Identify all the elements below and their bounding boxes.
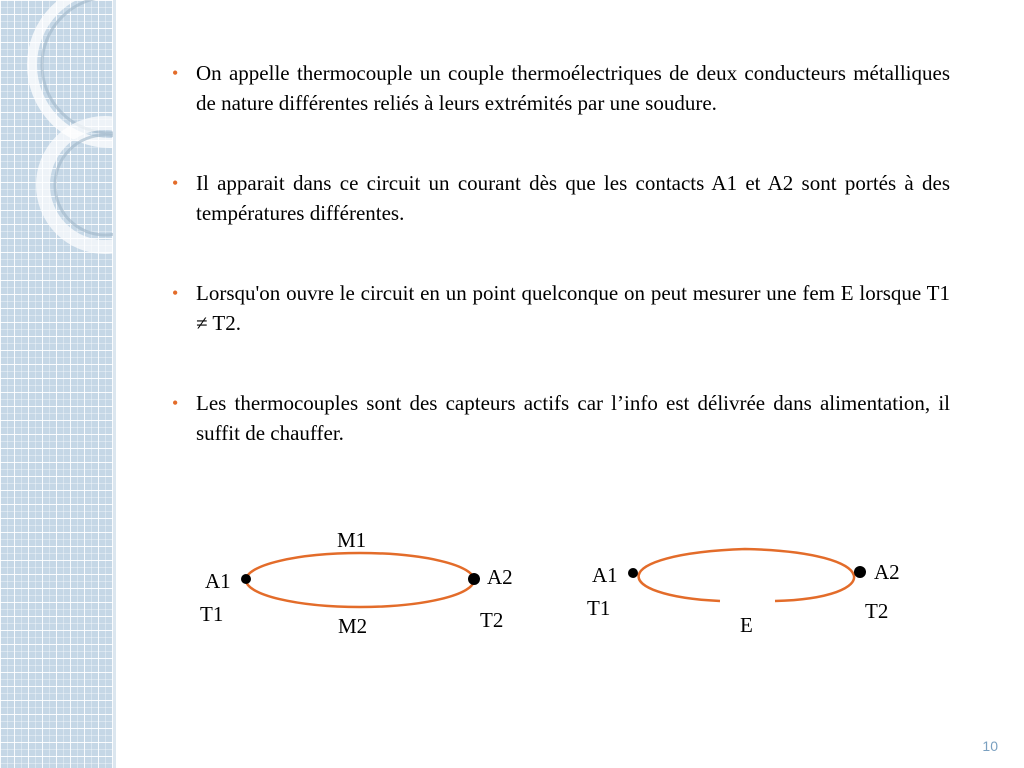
label-open-t2: T2 bbox=[865, 599, 889, 623]
label-open-a1: A1 bbox=[592, 563, 618, 587]
label-t2: T2 bbox=[480, 608, 504, 632]
label-m2: M2 bbox=[338, 614, 368, 638]
closed-contact-a2 bbox=[468, 573, 480, 585]
label-emf: E bbox=[740, 613, 753, 637]
closed-circuit-loop bbox=[246, 553, 474, 607]
bullet-marker: • bbox=[172, 283, 179, 303]
label-a1: A1 bbox=[205, 569, 231, 593]
open-circuit-loop bbox=[639, 549, 854, 601]
label-t1: T1 bbox=[200, 602, 224, 626]
bullet-marker: • bbox=[172, 173, 179, 193]
label-open-t1: T1 bbox=[587, 596, 611, 620]
label-open-a2: A2 bbox=[874, 560, 900, 584]
open-contact-a2 bbox=[854, 566, 866, 578]
label-m1: M1 bbox=[337, 528, 367, 552]
bullet-text: Lorsqu'on ouvre le circuit en un point quelconque on peut mesurer une fem E lorsque T1 ≠ T2. bbox=[196, 281, 950, 335]
bullet-text: On appelle thermocouple un couple thermoélectriques de deux conducteurs métalliques de nature différentes reliés à leurs extrémités par une soudure. bbox=[196, 61, 950, 115]
open-contact-a1 bbox=[628, 568, 638, 578]
closed-contact-a1 bbox=[241, 574, 251, 584]
bullet-marker: • bbox=[172, 63, 179, 83]
bullet-text: Les thermocouples sont des capteurs actifs car l’info est délivrée dans alimentation, il suffit de chauffer. bbox=[196, 391, 950, 445]
page-number: 10 bbox=[982, 738, 998, 754]
label-a2: A2 bbox=[487, 565, 513, 589]
bullet-text: Il apparait dans ce circuit un courant dès que les contacts A1 et A2 sont portés à des températures différentes. bbox=[196, 171, 950, 225]
bullet-marker: • bbox=[172, 393, 179, 413]
